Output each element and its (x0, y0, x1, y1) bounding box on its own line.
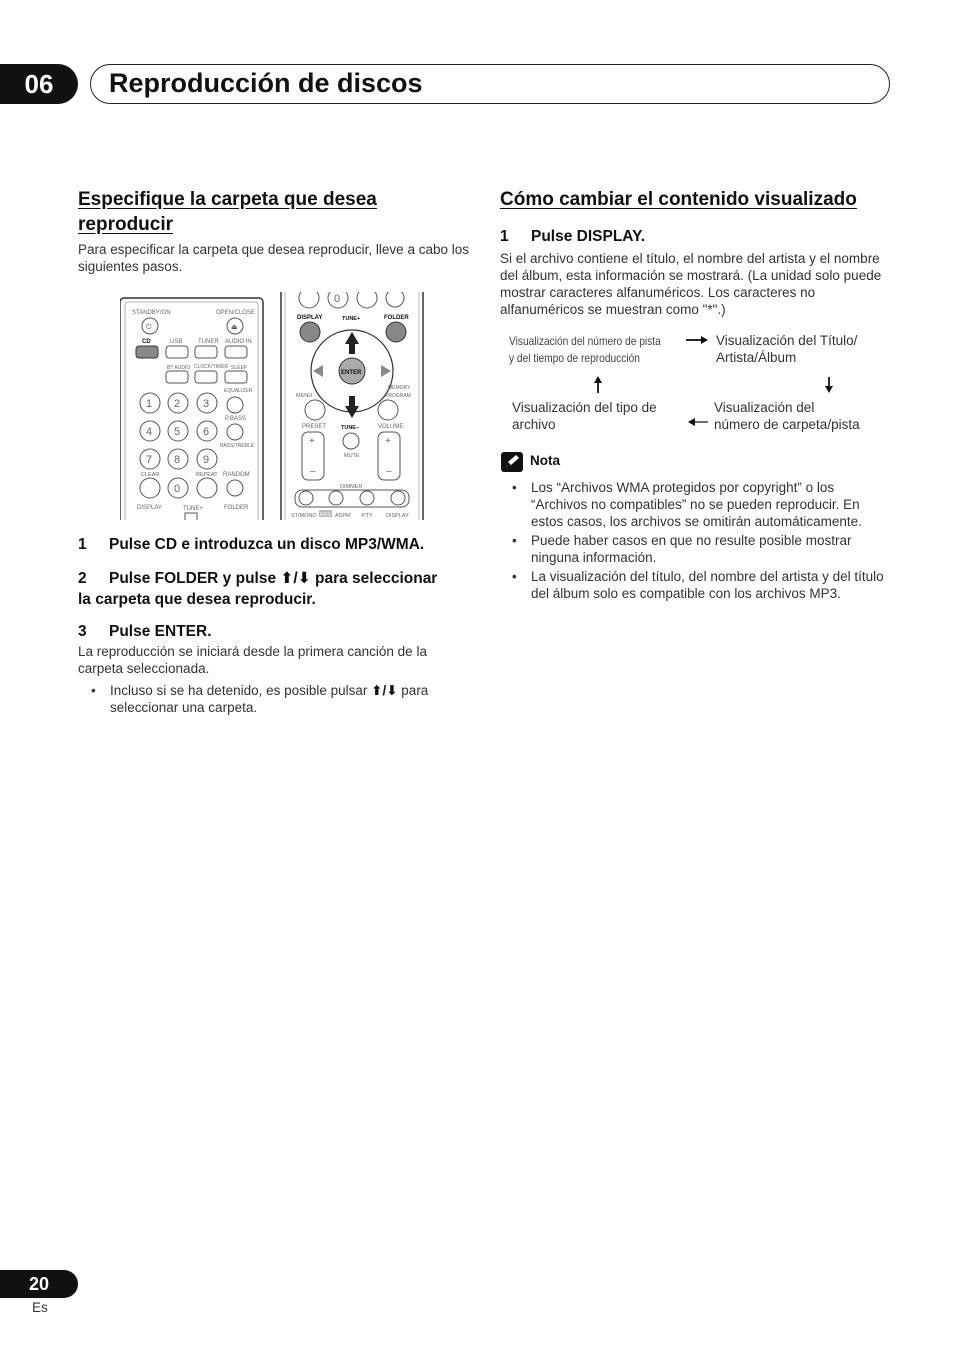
volume-minus: – (386, 466, 392, 477)
label-mute: MUTE (344, 453, 360, 459)
step-1 (78, 534, 424, 555)
digit-2: 2 (174, 398, 181, 410)
note-text-2: Puede haber casos en que no resulte posible mostrar ninguna información. (531, 533, 852, 565)
label-audio-in: AUDIO IN (225, 339, 252, 345)
arrow-down-icon (825, 377, 833, 393)
diagram-file-type-line2: archivo (512, 417, 556, 432)
label-memory: MEMORY (388, 385, 411, 391)
diagram-folder-track-line2: número de carpeta/pista (714, 417, 860, 432)
chapter-number: 06 (0, 64, 78, 104)
label-clear: CLEAR (141, 472, 160, 478)
label-standby: STANDBY/ON (132, 310, 171, 316)
label-folder-right: FOLDER (384, 315, 409, 321)
step-2 (78, 568, 478, 610)
diagram-title-line2: Artista/Álbum (716, 350, 797, 365)
label-bt-audio: BT AUDIO (167, 365, 191, 371)
diagram-folder-track-line1: Visualización del (714, 400, 815, 415)
step-2-text-b: para seleccionar (310, 570, 438, 587)
bullet-text-b: para seleccionar una carpeta. (110, 683, 429, 715)
page-number: 20 (0, 1270, 78, 1298)
diagram-arrows (500, 330, 900, 440)
label-open-close: OPEN/CLOSE (216, 310, 256, 316)
bullet-item (91, 682, 472, 716)
label-random: RANDOM (223, 472, 250, 478)
label-enter: ENTER (341, 370, 362, 376)
digit-5: 5 (174, 426, 181, 438)
bullet-dot: • (512, 480, 517, 495)
label-program: PROGRAM (385, 393, 411, 399)
label-equalizer: EQUALIZER (224, 388, 253, 394)
intro-text: Para especificar la carpeta que desea reproducir, lleve a cabo los siguientes pasos. (78, 242, 469, 274)
digit-0: 0 (174, 483, 181, 495)
step-1-text: Pulse CD e introduzca un disco MP3/WMA. (109, 536, 425, 553)
label-pty: PTY (362, 513, 373, 519)
label-usb: USB (170, 339, 183, 345)
remote-left (120, 298, 263, 520)
right-step-1 (500, 226, 645, 247)
arrow-right-icon (686, 336, 708, 344)
digit-7: 7 (146, 454, 153, 466)
digit-6: 6 (203, 426, 210, 438)
label-zero: 0 (334, 293, 341, 305)
note-item-3 (512, 568, 893, 602)
label-rds: RDS (320, 512, 331, 518)
preset-plus: + (309, 436, 315, 447)
label-cd: CD (142, 339, 151, 345)
preset-minus: – (310, 466, 316, 477)
bullet-dot: • (512, 533, 517, 548)
label-pbass: P.BASS (225, 416, 246, 422)
step-1-number: 1 (78, 536, 87, 553)
up-down-arrow-icon: ⬆/⬇ (280, 570, 311, 587)
right-step-1-description: Si el archivo contiene el título, el nombre del artista y el nombre del álbum, esta información se mostrará. (La unidad solo puede mostrar caracteres alfanuméricos. Los caracteres no alfanuméricos se muestran como "*".) (500, 251, 882, 317)
label-st-mono: ST/MONO (291, 513, 317, 519)
chapter-title-box (90, 64, 890, 104)
diagram-title-line1: Visualización del Título/ (716, 333, 858, 348)
volume-plus: + (385, 436, 391, 447)
digit-3: 3 (203, 398, 210, 410)
section-heading-line1: Especifique la carpeta que desea (78, 189, 377, 210)
label-aspm: ASPM (335, 513, 351, 519)
note-text-1: Los “Archivos WMA protegidos por copyright” o los “Archivos no compatibles” no se pueden reproducir. En estos casos, los archivos se omitirán automáticamente. (531, 480, 862, 529)
svg-text:⏻: ⏻ (146, 324, 152, 331)
diagram-track-time-line2: y del tiempo de reproducción (509, 351, 640, 365)
arrow-up-icon (594, 376, 602, 393)
label-sleep: SLEEP (231, 365, 248, 371)
note-pencil-icon (501, 452, 523, 472)
label-tune-minus: TUNE– (341, 425, 360, 431)
label-folder: FOLDER (224, 505, 249, 511)
step-3 (78, 621, 212, 642)
bullet-dot: • (512, 569, 517, 584)
digit-4: 4 (146, 426, 153, 438)
label-tune-plus-right: TUNE+ (342, 316, 361, 322)
right-step-1-number: 1 (500, 228, 509, 245)
label-bass-treble: BASS/TREBLE (220, 443, 255, 449)
label-clock-timer: CLOCK/TIMER (194, 364, 229, 370)
label-preset: PRESET (302, 424, 327, 430)
up-down-arrow-icon: ⬆/⬇ (371, 683, 398, 698)
diagram-file-type-line1: Visualización del tipo de (512, 400, 657, 415)
digit-8: 8 (174, 454, 181, 466)
remote-control-illustration (120, 292, 425, 520)
chapter-title: Reproducción de discos (109, 68, 423, 98)
label-tuner: TUNER (198, 339, 219, 345)
arrow-left-icon (688, 418, 708, 426)
note-item-1 (512, 479, 893, 530)
bullet-text-a: Incluso si se ha detenido, es posible pulsar (110, 683, 372, 698)
label-repeat: REPEAT (196, 472, 218, 478)
label-display-bottom: DISPLAY (386, 513, 409, 519)
note-item-2 (512, 532, 893, 566)
step-3-text: Pulse ENTER. (109, 623, 212, 640)
step-3-number: 3 (78, 623, 87, 640)
label-display-right: DISPLAY (297, 315, 323, 321)
section-heading-display: Cómo cambiar el contenido visualizado (500, 189, 857, 210)
section-heading-folder (78, 187, 377, 237)
step-2-text-a: Pulse FOLDER y pulse (109, 570, 281, 587)
svg-text:⏏: ⏏ (231, 324, 238, 331)
digit-9: 9 (203, 454, 210, 466)
right-step-1-text: Pulse DISPLAY. (531, 228, 646, 245)
step-2-line2: la carpeta que desea reproducir. (78, 591, 316, 608)
label-menu: MENU (296, 393, 313, 399)
step-3-description: La reproducción se iniciará desde la primera canción de la carpeta seleccionada. (78, 644, 427, 676)
label-dimmer: DIMMER (340, 484, 363, 490)
diagram-track-time-line1: Visualización del número de pista (509, 334, 661, 348)
note-title: Nota (530, 453, 560, 468)
digit-1: 1 (146, 398, 153, 410)
label-tune-plus: TUNE+ (183, 506, 203, 512)
label-display: DISPLAY (137, 505, 162, 511)
page-language: Es (32, 1300, 48, 1315)
label-volume: VOLUME (378, 424, 404, 430)
step-2-number: 2 (78, 570, 87, 587)
section-heading-line2: reproducir (78, 214, 174, 235)
note-text-3: La visualización del título, del nombre del artista y del título del álbum solo es compatible con los archivos MP3. (531, 569, 884, 601)
bullet-dot: • (91, 683, 96, 698)
remote-right (281, 292, 423, 520)
